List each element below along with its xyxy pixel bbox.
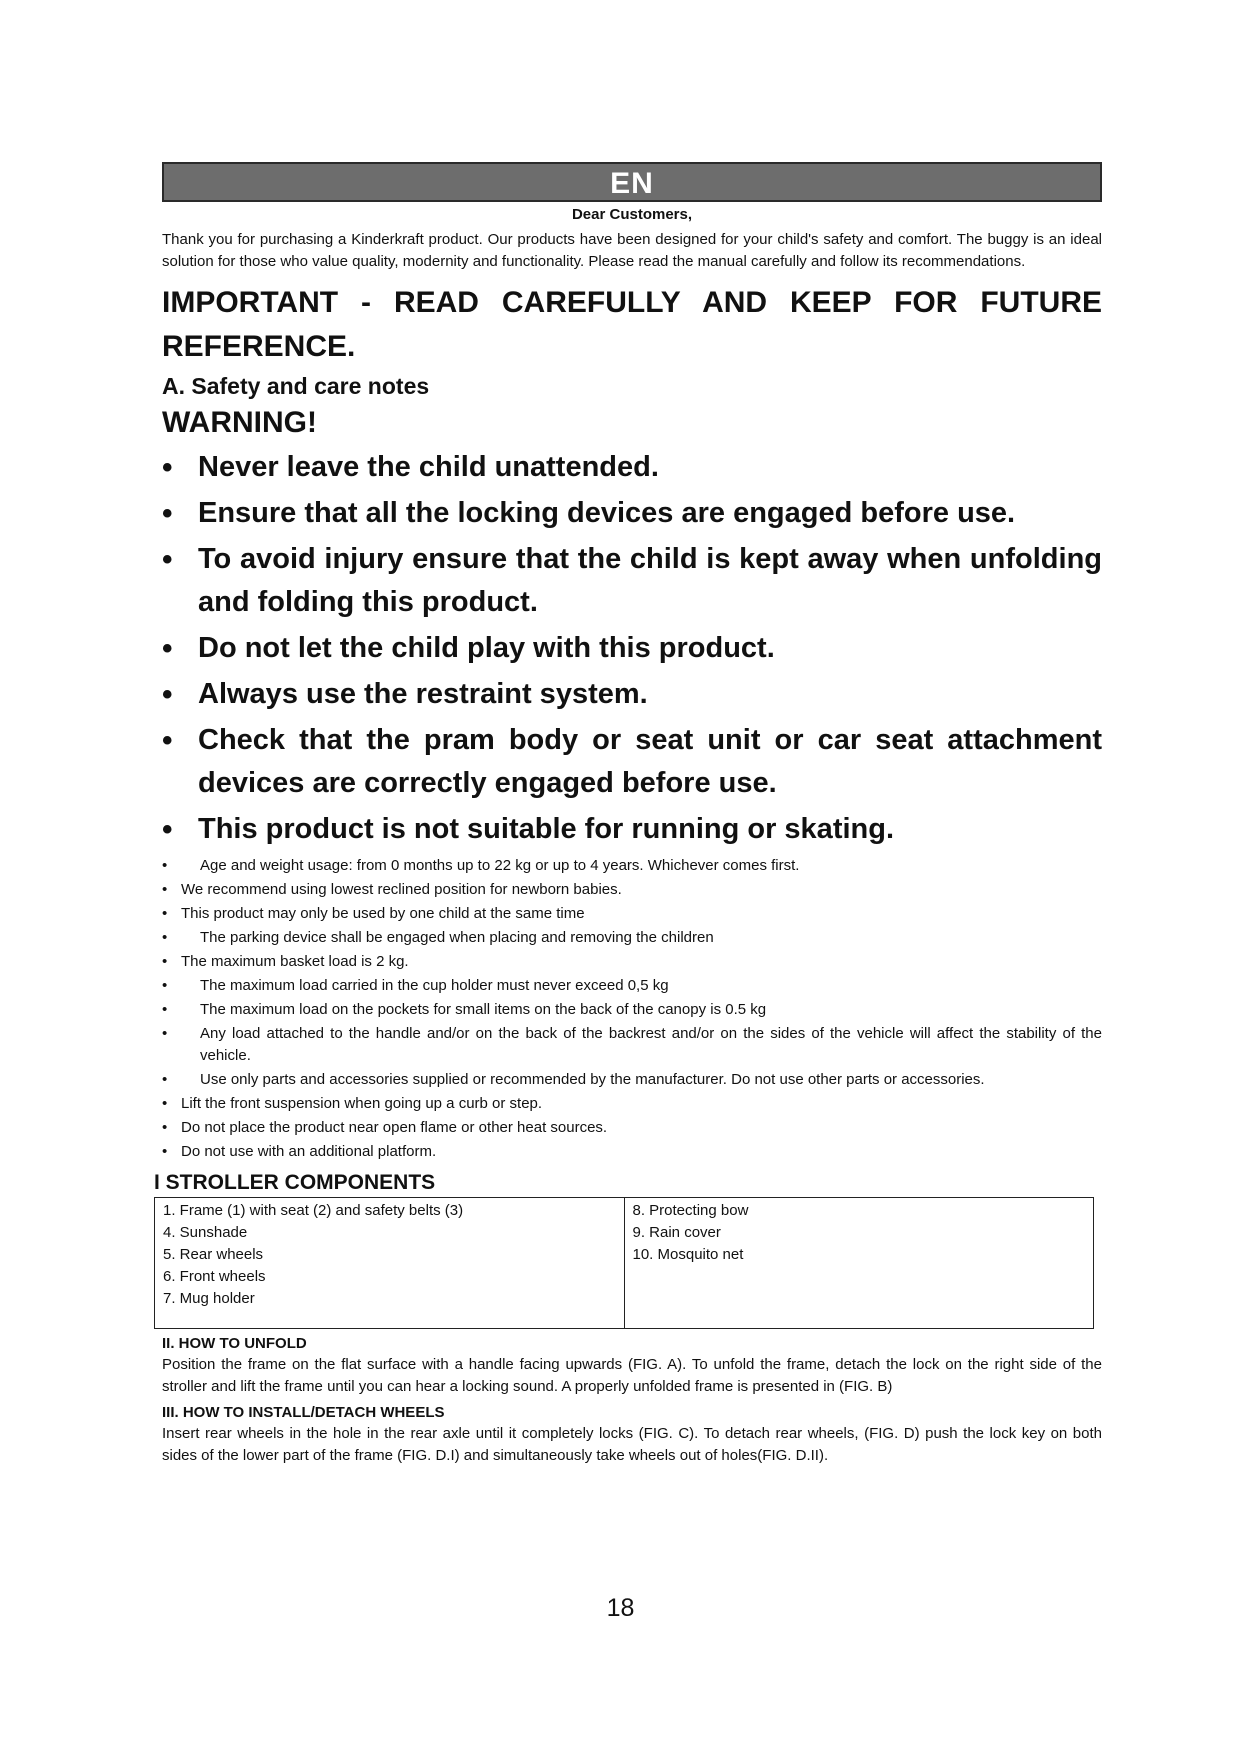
unfold-paragraph: Position the frame on the flat surface with a handle facing upwards (FIG. A). To unfold the frame, detach the lock on the right side of the stroller and lift the frame until you can hear a locking sound. A properly unfolded frame is presented in (FIG. B) [162, 1356, 1102, 1395]
warning-item: • To avoid injury ensure that the child is kept away when unfolding and folding this product. [162, 538, 1102, 624]
safety-note: • Do not use with an additional platform. [162, 1141, 1102, 1163]
safety-note: • We recommend using lowest reclined position for newborn babies. [162, 879, 1102, 901]
wheels-heading: III. HOW TO INSTALL/DETACH WHEELS [162, 1404, 445, 1421]
manual-page [154, 162, 1102, 1467]
safety-note: • Use only parts and accessories supplied or recommended by the manufacturer. Do not use other parts or accessories. [162, 1069, 1102, 1091]
component-item: 9. Rain cover [632, 1224, 721, 1241]
component-item: 6. Front wheels [163, 1268, 266, 1285]
safety-note: • Lift the front suspension when going up a curb or step. [162, 1093, 1102, 1115]
components-left-column [155, 1198, 625, 1329]
warning-item: • Ensure that all the locking devices are engaged before use. [162, 492, 1102, 535]
components-heading: I STROLLER COMPONENTS [154, 1171, 436, 1194]
unfold-heading: II. HOW TO UNFOLD [162, 1335, 307, 1352]
warning-item: • Never leave the child unattended. [162, 446, 1102, 489]
safety-note: • The maximum basket load is 2 kg. [162, 951, 1102, 973]
safety-note: • The maximum load carried in the cup holder must never exceed 0,5 kg [162, 975, 1102, 997]
warning-heading: WARNING! [162, 406, 317, 439]
warning-item: • Check that the pram body or seat unit or car seat attachment devices are correctly engaged before use. [162, 719, 1102, 805]
important-heading: IMPORTANT - READ CAREFULLY AND KEEP FOR FUTURE REFERENCE. [162, 286, 1102, 363]
safety-note: • Do not place the product near open flame or other heat sources. [162, 1117, 1102, 1139]
page-number: 18 [606, 1594, 635, 1622]
safety-note: • Age and weight usage: from 0 months up to 22 kg or up to 4 years. Whichever comes first. [162, 855, 1102, 877]
safety-notes-list [162, 855, 1102, 1163]
greeting: Dear Customers, [571, 206, 693, 223]
component-item: 10. Mosquito net [632, 1246, 744, 1263]
safety-note: • The parking device shall be engaged when placing and removing the children [162, 927, 1102, 949]
warning-item: • Do not let the child play with this product. [162, 627, 1102, 670]
wheels-paragraph: Insert rear wheels in the hole in the rear axle until it completely locks (FIG. C). To detach rear wheels, (FIG. D) push the lock key on both sides of the lower part of the frame (FIG. D.I) and simultaneously take wheels out of holes(FIG. D.II). [162, 1425, 1102, 1464]
warning-item: • This product is not suitable for running or skating. [162, 808, 1102, 851]
safety-note: • The maximum load on the pockets for small items on the back of the canopy is 0.5 kg [162, 999, 1102, 1021]
warning-list [162, 446, 1102, 851]
component-item: 7. Mug holder [163, 1290, 255, 1307]
component-item: 1. Frame (1) with seat (2) and safety belts (3) [163, 1202, 464, 1219]
section-a-heading: A. Safety and care notes [162, 373, 430, 399]
components-table [154, 1197, 1094, 1329]
component-item: 8. Protecting bow [632, 1202, 749, 1219]
safety-note: • Any load attached to the handle and/or on the back of the backrest and/or on the sides of the vehicle will affect the stability of the vehicle. [162, 1023, 1102, 1067]
components-right-column [624, 1198, 1094, 1329]
language-header: EN [162, 162, 1102, 202]
component-item: 4. Sunshade [163, 1224, 248, 1241]
component-item: 5. Rear wheels [163, 1246, 264, 1263]
safety-note: • This product may only be used by one child at the same time [162, 903, 1102, 925]
warning-item: • Always use the restraint system. [162, 673, 1102, 716]
intro-paragraph: Thank you for purchasing a Kinderkraft product. Our products have been designed for your child's safety and comfort. The buggy is an ideal solution for those who value quality, modernity and functionality. Please read the manual carefully and follow its recommendations. [162, 231, 1102, 270]
